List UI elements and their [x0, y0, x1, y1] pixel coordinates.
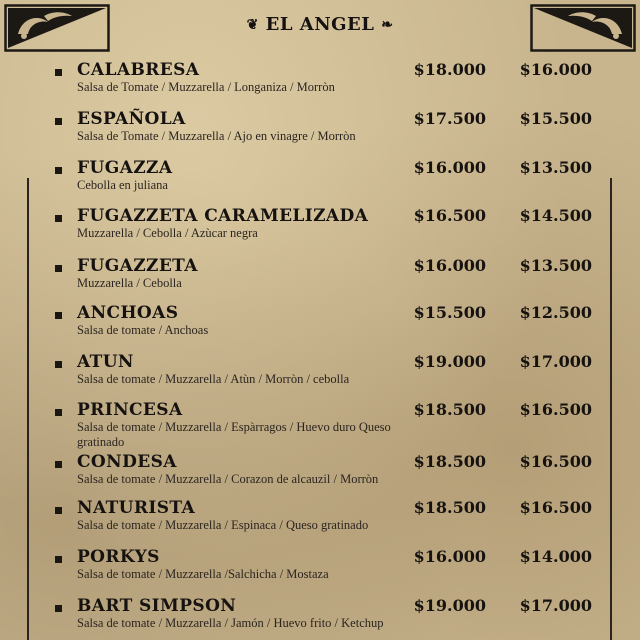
item-name: PORKYS [77, 547, 160, 567]
price-small: $14.000 [519, 547, 592, 566]
right-flourish-icon: ❧ [381, 17, 394, 33]
price-small: $13.500 [519, 256, 592, 275]
item-description: Muzzarella / Cebolla [77, 276, 182, 290]
price-large: $17.500 [413, 109, 486, 128]
item-name: ESPAÑOLA [77, 109, 186, 129]
bullet-icon [55, 265, 62, 272]
price-large: $16.000 [413, 256, 486, 275]
item-description: Salsa de tomate / Muzzarella / Corazon de alcauzil / Morròn [77, 472, 379, 486]
price-large: $18.500 [413, 400, 486, 419]
item-description: Salsa de tomate / Muzzarella /Salchicha / Mostaza [77, 567, 329, 581]
bullet-icon [55, 167, 62, 174]
price-small: $16.000 [519, 60, 592, 79]
item-description: Salsa de Tomate / Muzzarella / Ajo en vinagre / Morròn [77, 129, 356, 143]
price-large: $19.000 [413, 352, 486, 371]
price-large: $15.500 [413, 303, 486, 322]
item-name: NATURISTA [77, 498, 196, 518]
price-small: $17.000 [519, 596, 592, 615]
price-large: $18.500 [413, 452, 486, 471]
bullet-icon [55, 361, 62, 368]
price-small: $15.500 [519, 109, 592, 128]
frame-divider-right [610, 178, 612, 640]
item-name: CALABRESA [77, 60, 200, 80]
item-description: Salsa de tomate / Muzzarella / Atùn / Morròn / cebolla [77, 372, 350, 386]
item-name: ATUN [77, 352, 134, 372]
item-description: Salsa de tomate / Muzzarella / Espinaca / Queso gratinado [77, 518, 369, 532]
price-small: $17.000 [519, 352, 592, 371]
item-name: BART SIMPSON [77, 596, 237, 616]
brand-title [0, 14, 640, 35]
bullet-icon [55, 605, 62, 612]
price-small: $16.500 [519, 452, 592, 471]
item-name: ANCHOAS [77, 303, 179, 323]
bullet-icon [55, 312, 62, 319]
price-large: $18.500 [413, 498, 486, 517]
price-large: $18.000 [413, 60, 486, 79]
left-flourish-icon: ❦ [246, 17, 259, 33]
item-description: Salsa de Tomate / Muzzarella / Longaniza / Morròn [77, 80, 335, 94]
price-large: $16.500 [413, 206, 486, 225]
bullet-icon [55, 409, 62, 416]
item-name: FUGAZZETA [77, 256, 198, 276]
item-name: FUGAZZETA CARAMELIZADA [77, 206, 369, 226]
frame-divider-left [27, 178, 29, 640]
item-name: PRINCESA [77, 400, 183, 420]
price-large: $16.000 [413, 158, 486, 177]
bullet-icon [55, 118, 62, 125]
item-name: FUGAZZA [77, 158, 173, 178]
brand-name: EL ANGEL [265, 14, 375, 35]
item-description: Salsa de tomate / Anchoas [77, 323, 209, 337]
bullet-icon [55, 69, 62, 76]
price-large: $19.000 [413, 596, 486, 615]
item-description: Salsa de tomate / Muzzarella / Espàrragos / Huevo duro Queso gratinado [77, 420, 391, 449]
item-description: Muzzarella / Cebolla / Azùcar negra [77, 226, 258, 240]
bullet-icon [55, 461, 62, 468]
item-description: Cebolla en juliana [77, 178, 168, 192]
bullet-icon [55, 507, 62, 514]
price-large: $16.000 [413, 547, 486, 566]
price-small: $16.500 [519, 498, 592, 517]
bullet-icon [55, 556, 62, 563]
item-description: Salsa de tomate / Muzzarella / Jamón / Huevo frito / Ketchup [77, 616, 384, 630]
bullet-icon [55, 215, 62, 222]
price-small: $16.500 [519, 400, 592, 419]
item-name: CONDESA [77, 452, 177, 472]
price-small: $12.500 [519, 303, 592, 322]
price-small: $14.500 [519, 206, 592, 225]
price-small: $13.500 [519, 158, 592, 177]
